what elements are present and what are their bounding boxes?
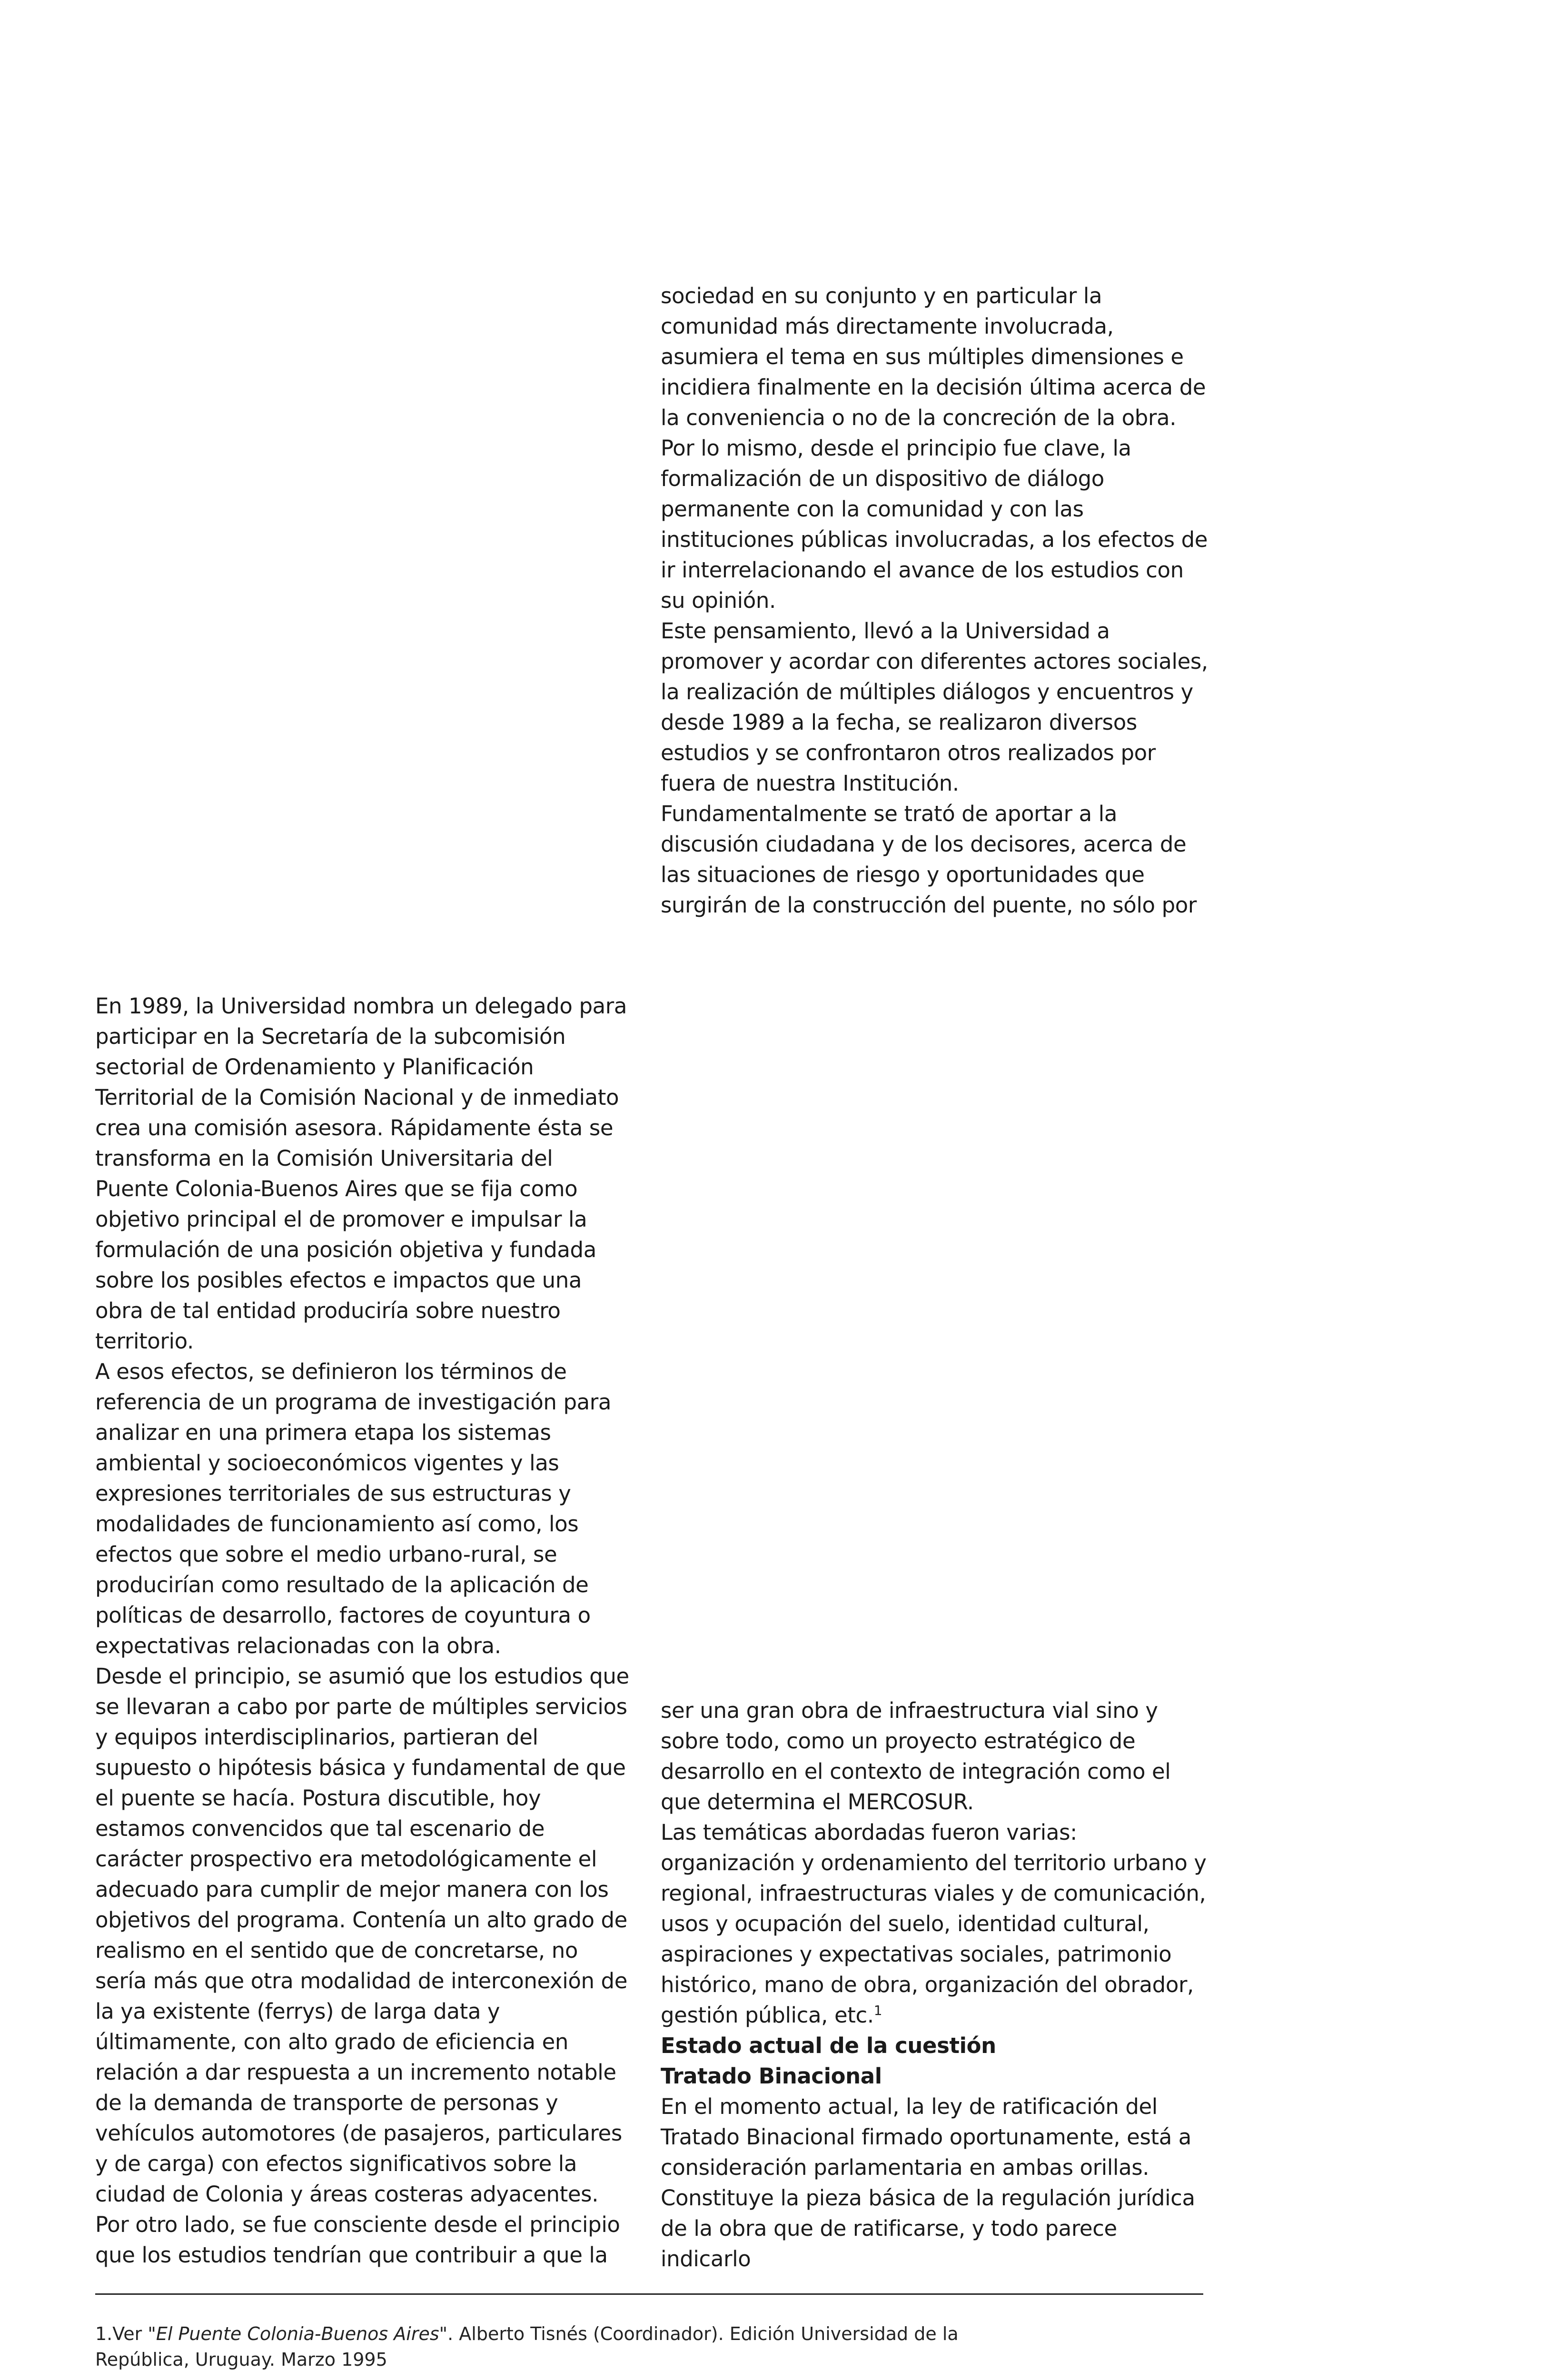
top-text-column [661, 281, 1208, 921]
right-text-column [661, 1696, 1208, 2274]
footnote-cited-title: "El Puente Colonia-Buenos Aires" [148, 2323, 448, 2344]
footnote-rest: . Alberto Tisnés (Coordinador). Edición Universidad de la República, Uruguay. Marzo 1995 [95, 2323, 959, 2370]
footnote-divider [95, 2293, 1203, 2295]
subsection-heading: Tratado Binacional [661, 2063, 882, 2089]
left-text-column [95, 991, 631, 2271]
paragraph: sociedad en su conjunto y en particular la comunidad más directamente involucrada, asumiera el tema en sus múltiples dimensiones e incidiera finalmente en la decisión última acerca de la conveniencia o no de la concreción de la obra. [661, 283, 1206, 430]
paragraph: Fundamentalmente se trató de aportar a la discusión ciudadana y de los decisores, acerca de las situaciones de riesgo y oportunidades que surgirán de la construcción del puente, no sólo por [661, 801, 1197, 918]
paragraph [661, 1817, 1208, 2031]
footnote-reference: 1 [873, 2003, 882, 2018]
paragraph: Por lo mismo, desde el principio fue clave, la formalización de un dispositivo de diálogo permanente con la comunidad y con las instituciones públicas involucradas, a los efectos de ir interrelacionando el avance de los estudios con su opinión. [661, 436, 1208, 613]
paragraph: Este pensamiento, llevó a la Universidad a promover y acordar con diferentes actores sociales, la realización de múltiples diálogos y encuentros y desde 1989 a la fecha, se realizaron diversos estudios y se confrontaron otros realizados por fuera de nuestra Institución. [661, 618, 1208, 796]
paragraph: Por otro lado, se fue consciente desde el principio que los estudios tendrían que contribuir a que la [95, 2212, 620, 2268]
footnote [95, 2321, 961, 2372]
footnote-prefix: 1.Ver [95, 2323, 148, 2344]
paragraph: Constituye la pieza básica de la regulación jurídica de la obra que de ratificarse, y todo parece indicarlo [661, 2185, 1195, 2271]
paragraph: En 1989, la Universidad nombra un delegado para participar en la Secretaría de la subcomisión sectorial de Ordenamiento y Planificación Territorial de la Comisión Nacional y de inmediato crea una comisión asesora. Rápidamente ésta se transforma en la Comisión Universitaria del Puente Colonia-Buenos Aires que se fija como objetivo principal el de promover e impulsar la formulación de una posición objetiva y fundada sobre los posibles efectos e impactos que una obra de tal entidad produciría sobre nuestro territorio. [95, 993, 627, 1354]
paragraph: Desde el principio, se asumió que los estudios que se llevaran a cabo por parte de múltiples servicios y equipos interdisciplinarios, partieran del supuesto o hipótesis básica y fundamental de que el puente se hacía. Postura discutible, hoy estamos convencidos que tal escenario de carácter prospectivo era metodológicamente el adecuado para cumplir de mejor manera con los objetivos del programa. Contenía un alto grado de realismo en el sentido que de concretarse, no sería más que otra modalidad de interconexión de la ya existente (ferrys) de larga data y últimamente, con alto grado de eficiencia en relación a dar respuesta a un incremento notable de la demanda de transporte de personas y vehículos automotores (de pasajeros, particulares y de carga) con efectos significativos sobre la ciudad de Colonia y áreas costeras adyacentes. [95, 1664, 629, 2207]
paragraph: A esos efectos, se definieron los términos de referencia de un programa de investigación para analizar en una primera etapa los sistemas ambiental y socioeconómicos vigentes y las expresiones territoriales de sus estructuras y modalidades de funcionamiento así como, los efectos que sobre el medio urbano-rural, se producirían como resultado de la aplicación de políticas de desarrollo, factores de coyuntura o expectativas relacionadas con la obra. [95, 1359, 612, 1658]
paragraph-text: Las temáticas abordadas fueron varias: organización y ordenamiento del territorio urbano y regional, infraestructuras viales y de comunicación, usos y ocupación del suelo, identidad cultural, aspiraciones y expectativas sociales, patrimonio histórico, mano de obra, organización del obrador, gestión pública, etc. [661, 1820, 1207, 2028]
paragraph: En el momento actual, la ley de ratificación del Tratado Binacional firmado oportunamente, está a consideración parlamentaria en ambas orillas. [661, 2094, 1191, 2180]
paragraph: ser una gran obra de infraestructura vial sino y sobre todo, como un proyecto estratégico de desarrollo en el contexto de integración como el que determina el MERCOSUR. [661, 1698, 1171, 1815]
section-heading: Estado actual de la cuestión [661, 2033, 996, 2058]
